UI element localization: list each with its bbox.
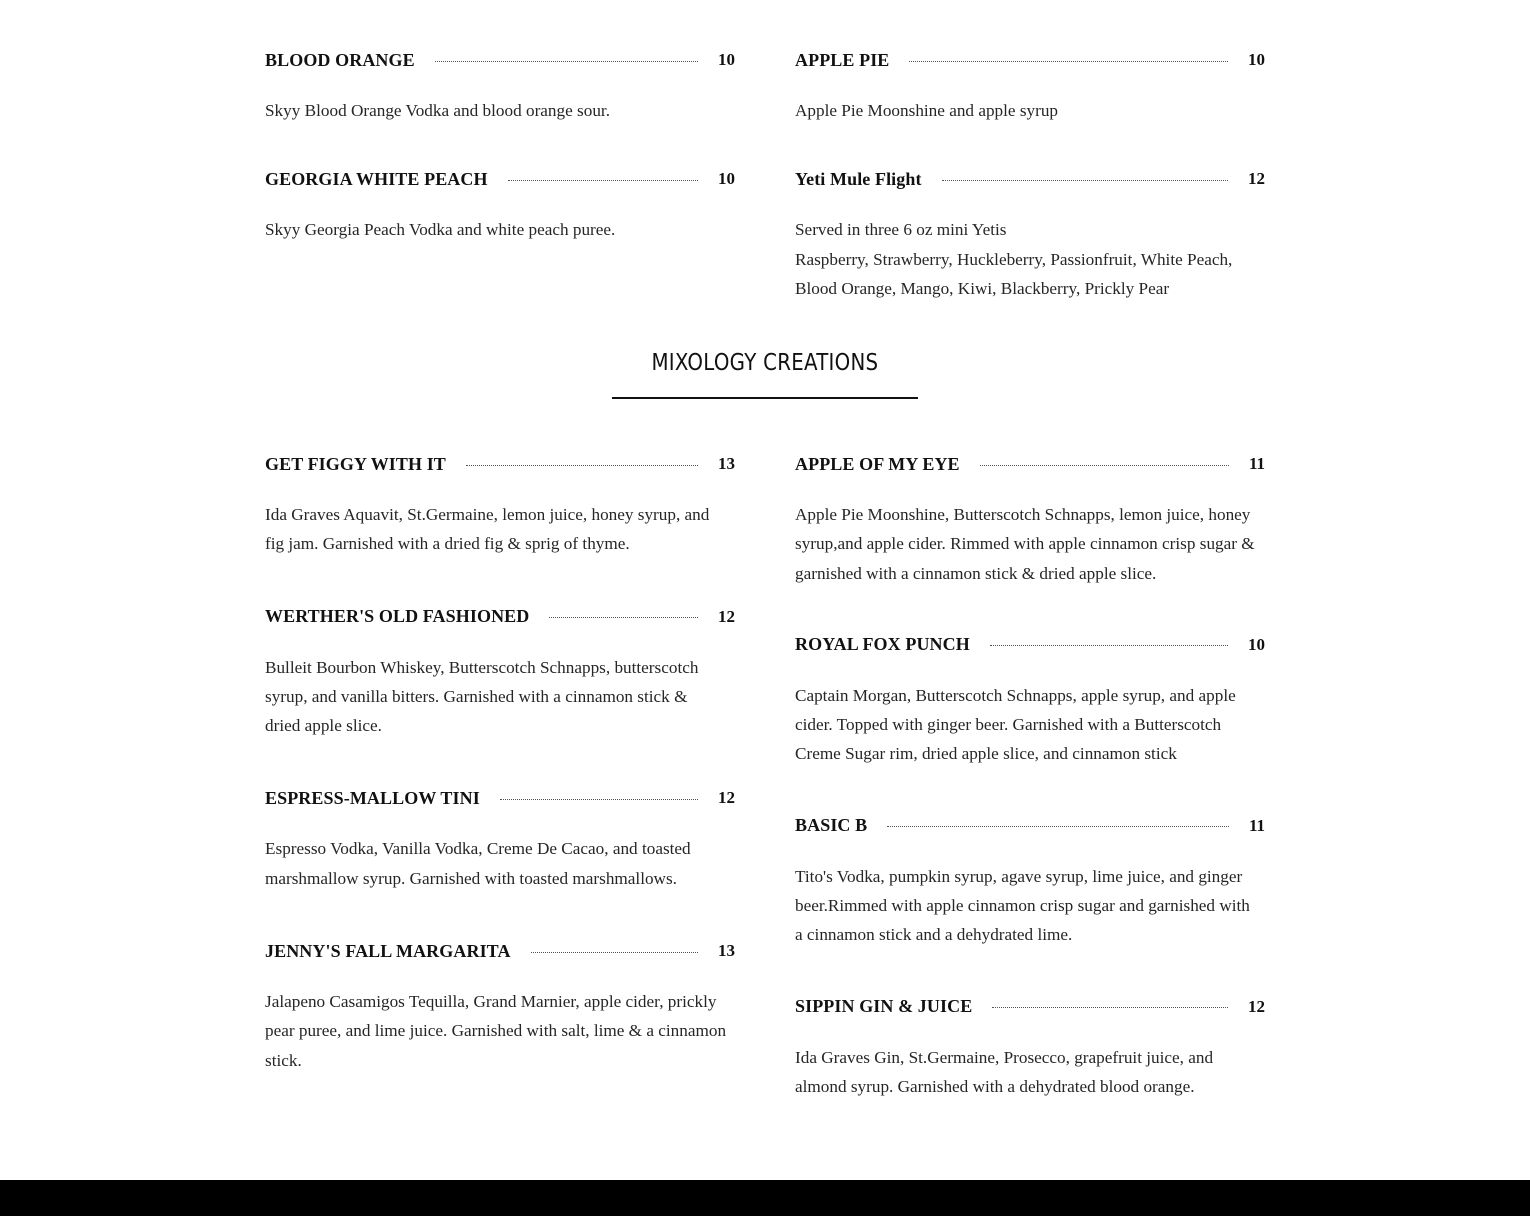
menu-item-price: 12 [1248,169,1265,189]
mixology-left-column [265,452,735,1101]
mixology-menu-grid [265,452,1265,1101]
menu-item-header [795,633,1265,657]
description-line: Captain Morgan, Butterscotch Schnapps, apple syrup, and apple [795,685,1236,705]
menu-item-name: BASIC B [795,815,868,836]
description-line: Bulleit Bourbon Whiskey, Butterscotch Schnapps, butterscotch [265,657,699,677]
menu-item [265,605,735,741]
menu-item-price: 10 [1248,50,1265,69]
section-title-underline [612,397,918,399]
menu-item-description [795,1043,1265,1102]
menu-item [265,48,735,125]
description-line: Skyy Georgia Peach Vodka and white peach puree. [265,220,616,240]
description-line: Apple Pie Moonshine, Butterscotch Schnapps, lemon juice, honey [795,505,1251,524]
menu-item-header [795,48,1265,72]
menu-item-header [265,48,735,72]
menu-item-price: 12 [718,788,735,808]
description-line: Apple Pie Moonshine and apple syrup [795,101,1059,120]
menu-item [265,939,735,1075]
menu-item [265,786,735,893]
description-line: dried apple slice. [265,716,382,736]
dotted-leader [508,180,698,181]
description-line: stick. [265,1050,302,1070]
menu-item [795,814,1265,950]
menu-item [795,48,1265,125]
menu-item [795,633,1265,769]
dotted-leader [942,180,1228,181]
menu-item-price: 11 [1248,815,1265,835]
description-line: pear puree, and lime juice. Garnished with salt, lime & a cinnamon [265,1021,727,1041]
menu-item-price: 13 [718,941,735,961]
description-line: garnished with a cinnamon stick & dried apple slice. [795,563,1157,583]
description-line: Served in three 6 oz mini Yetis [795,220,1007,240]
description-line: marshmallow syrup. Garnished with toasted marshmallows. [265,868,677,888]
description-line: cider. Topped with ginger beer. Garnished with a Butterscotch [795,715,1222,735]
menu-item-name: WERTHER'S OLD FASHIONED [265,606,530,627]
description-line: Creme Sugar rim, dried apple slice, and cinnamon stick [795,744,1177,764]
description-line: beer.Rimmed with apple cinnamon crisp sugar and garnished with [795,896,1250,916]
dotted-leader [531,952,698,953]
dotted-leader [466,465,698,466]
menu-item-price: 13 [718,454,735,473]
menu-item-price: 12 [1248,996,1265,1016]
menu-item-description [265,987,735,1075]
menu-item-name: SIPPIN GIN & JUICE [795,996,973,1017]
menu-item-price: 11 [1248,454,1265,473]
menu-item-header [265,786,735,810]
dotted-leader [435,61,698,62]
menu-page [265,0,1265,1180]
description-line: Skyy Blood Orange Vodka and blood orange sour. [265,101,610,120]
menu-item-header [795,814,1265,838]
menu-item-header [265,939,735,963]
top-menu-left-column [265,48,735,303]
top-menu-right-column [795,48,1265,303]
menu-item [795,167,1265,303]
footer-bar [0,1180,1530,1216]
menu-item-name: BLOOD ORANGE [265,49,415,70]
menu-item-price: 12 [718,606,735,626]
menu-item-name: GEORGIA WHITE PEACH [265,168,488,189]
description-line: syrup, and vanilla bitters. Garnished with a cinnamon stick & [265,686,688,706]
menu-item-description [265,653,735,741]
menu-item [795,995,1265,1102]
dotted-leader [549,617,698,618]
dotted-leader [990,645,1228,646]
mixology-right-column [795,452,1265,1101]
description-line: Espresso Vodka, Vanilla Vodka, Creme De Cacao, and toasted [265,839,691,859]
menu-item-description [265,500,735,559]
menu-item-name: Yeti Mule Flight [795,168,922,189]
menu-item [265,167,735,244]
mixology-section-header [265,350,1265,376]
dotted-leader [980,465,1229,466]
menu-item-header [265,167,735,191]
top-menu-grid [265,48,1265,303]
menu-item-description [265,215,735,244]
menu-item [265,452,735,559]
menu-item [795,452,1265,588]
menu-item-price: 10 [718,50,735,69]
menu-item-description [265,834,735,893]
dotted-leader [500,799,698,800]
menu-item-name: ESPRESS-MALLOW TINI [265,787,480,808]
menu-item-name: APPLE PIE [795,49,890,70]
menu-item-description [265,96,735,125]
menu-item-header [795,995,1265,1019]
dotted-leader [909,61,1228,62]
description-line: Raspberry, Strawberry, Huckleberry, Passionfruit, White Peach, [795,249,1233,269]
section-title: MIXOLOGY CREATIONS [651,350,879,376]
description-line: a cinnamon stick and a dehydrated lime. [795,925,1073,945]
description-line: Ida Graves Gin, St.Germaine, Prosecco, grapefruit juice, and [795,1047,1214,1067]
menu-item-name: ROYAL FOX PUNCH [795,634,970,655]
menu-item-description [795,681,1265,769]
description-line: Ida Graves Aquavit, St.Germaine, lemon juice, honey syrup, and [265,505,710,524]
dotted-leader [887,826,1229,827]
dotted-leader [992,1007,1228,1008]
menu-item-name: JENNY'S FALL MARGARITA [265,940,511,961]
menu-item-description [795,862,1265,950]
description-line: syrup,and apple cider. Rimmed with apple cinnamon crisp sugar & [795,534,1255,554]
menu-item-description [795,500,1265,588]
menu-item-name: GET FIGGY WITH IT [265,453,446,474]
menu-item-header [795,452,1265,476]
menu-item-price: 10 [718,169,735,189]
menu-item-header [265,452,735,476]
description-line: Jalapeno Casamigos Tequilla, Grand Marnier, apple cider, prickly [265,992,717,1012]
description-line: almond syrup. Garnished with a dehydrated blood orange. [795,1076,1195,1096]
menu-item-description [795,96,1265,125]
description-line: Tito's Vodka, pumpkin syrup, agave syrup, lime juice, and ginger [795,866,1243,886]
menu-item-header [795,167,1265,191]
description-line: fig jam. Garnished with a dried fig & sprig of thyme. [265,534,630,554]
menu-item-description [795,215,1265,303]
description-line: Blood Orange, Mango, Kiwi, Blackberry, Prickly Pear [795,278,1170,298]
menu-item-header [265,605,735,629]
menu-item-name: APPLE OF MY EYE [795,453,960,474]
menu-item-price: 10 [1248,634,1265,654]
